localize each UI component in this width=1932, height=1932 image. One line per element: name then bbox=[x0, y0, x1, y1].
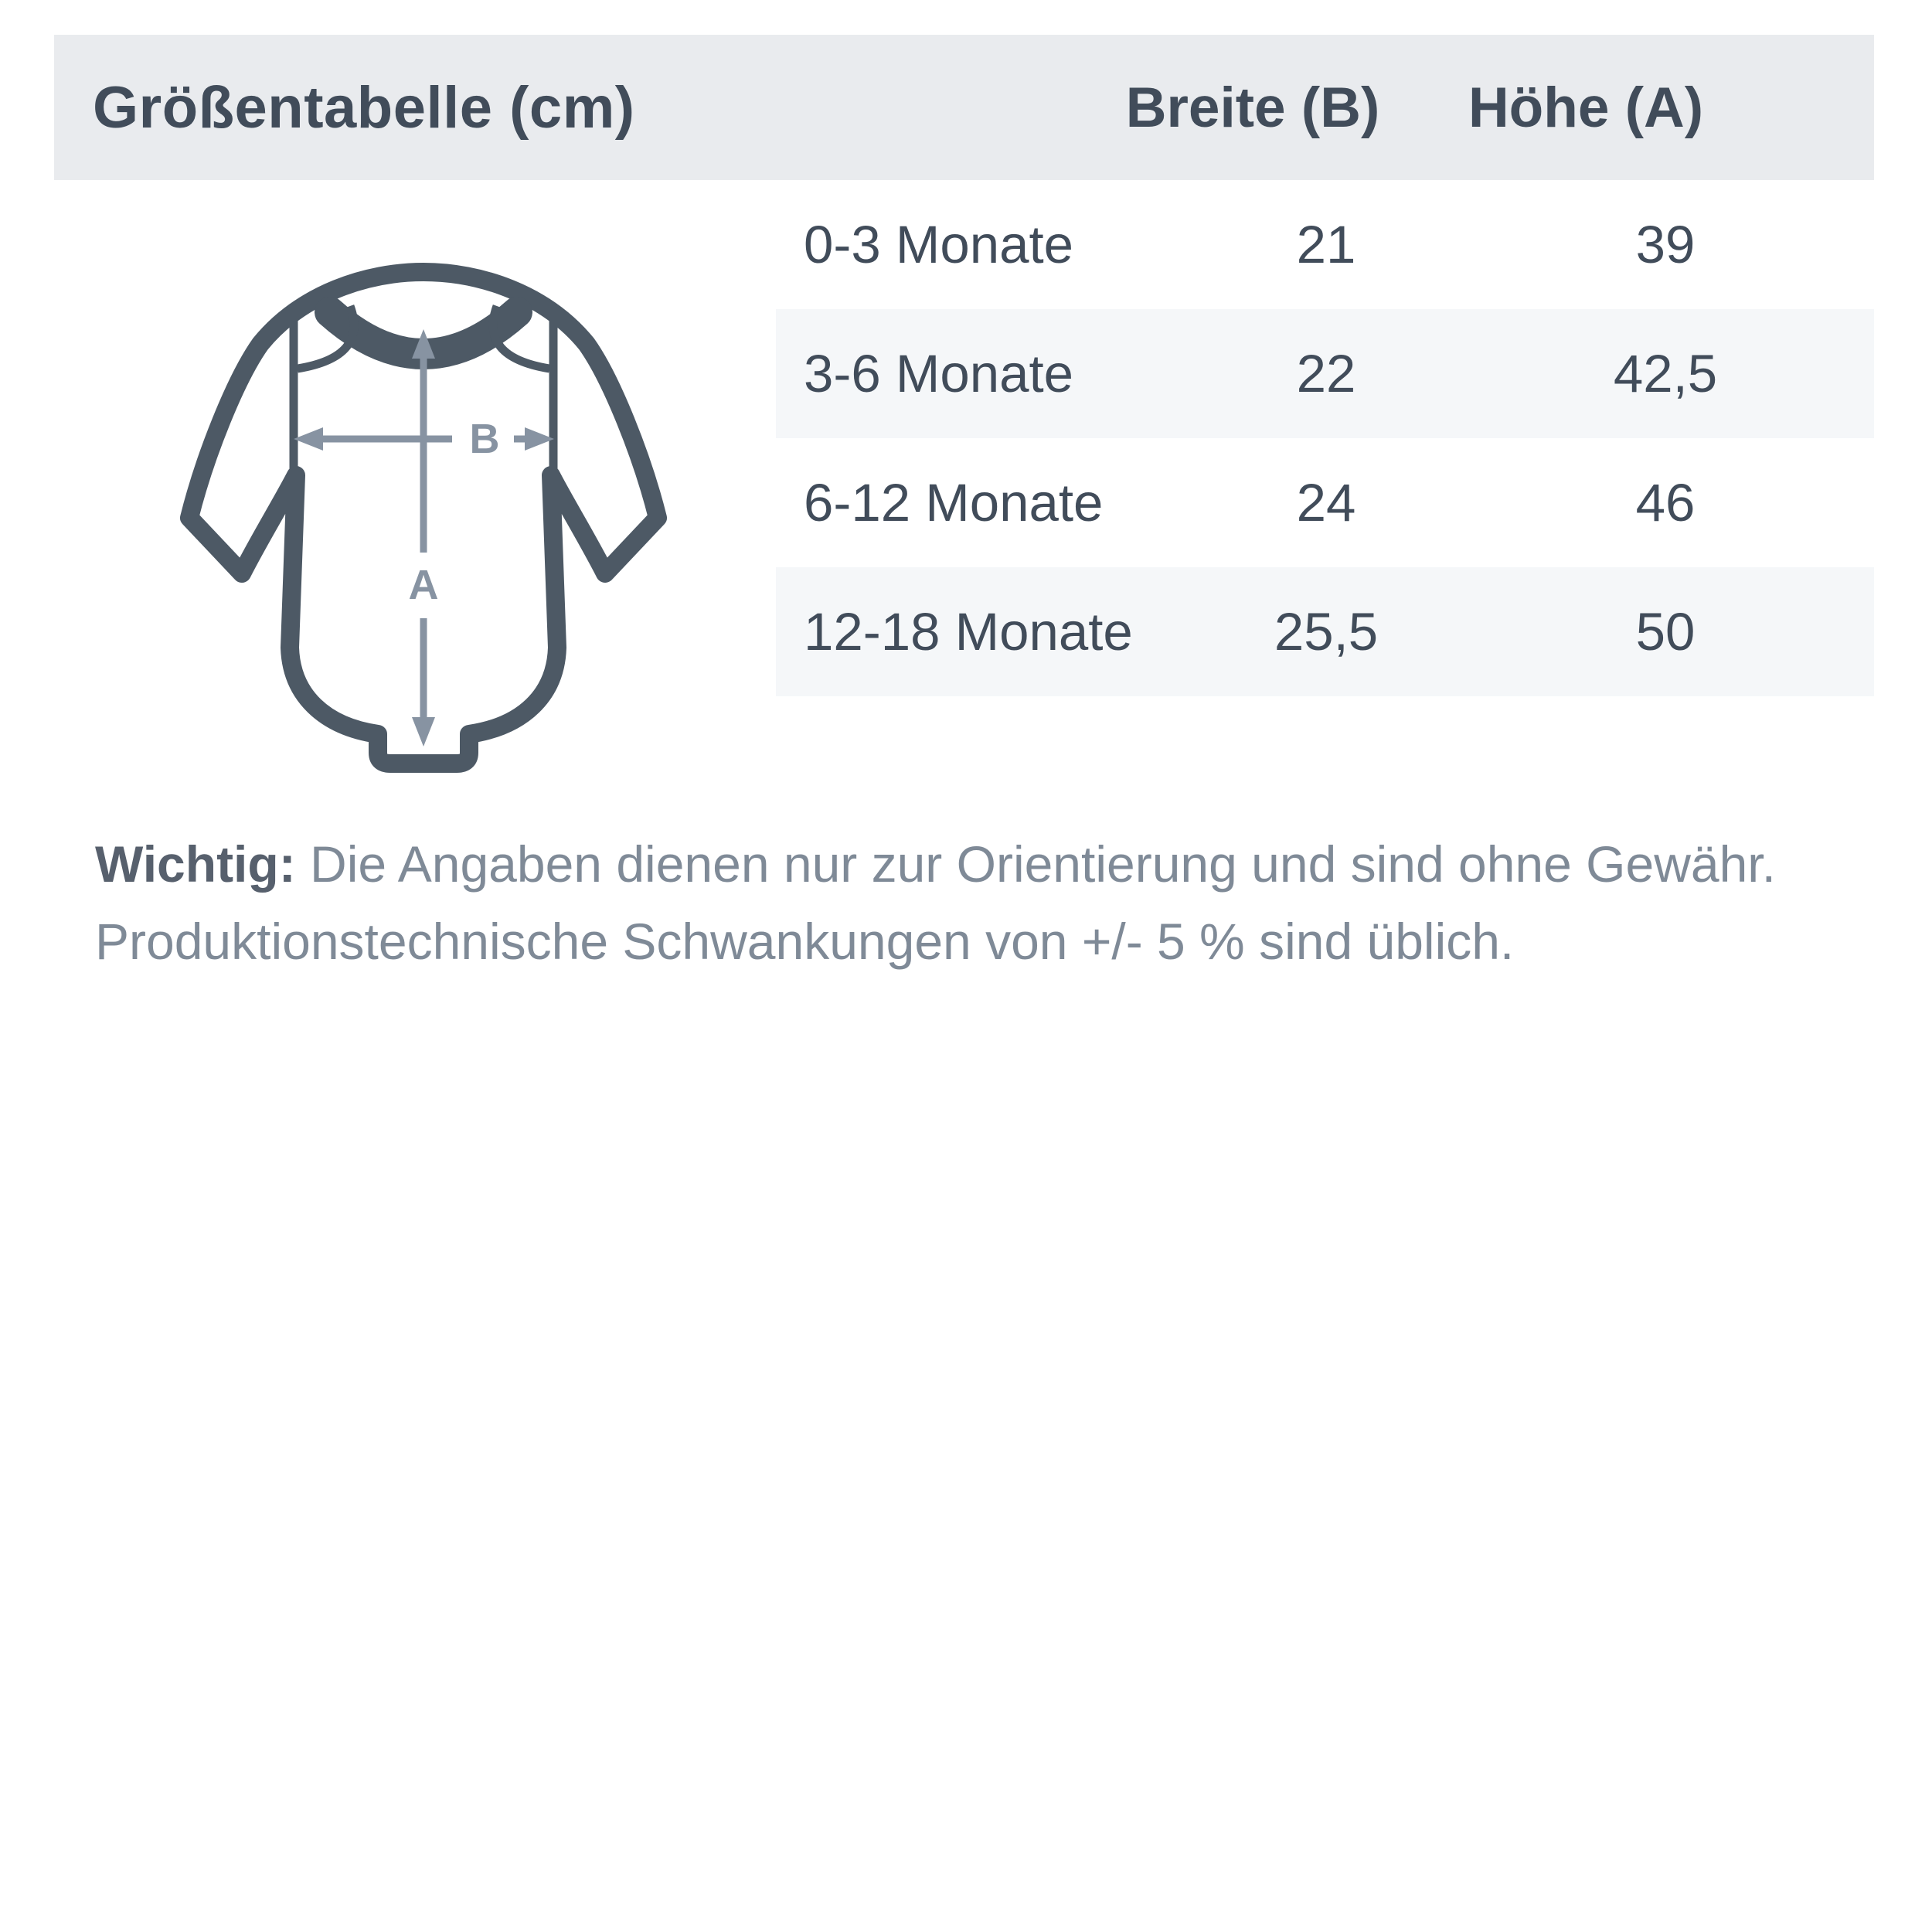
size-row-label: 6-12 Monate bbox=[804, 473, 1104, 532]
size-row-label: 0-3 Monate bbox=[804, 215, 1074, 274]
disclaimer-line-1-text: Die Angaben dienen nur zur Orientierung und sind ohne Gewähr. bbox=[295, 835, 1776, 893]
table-row bbox=[776, 438, 1874, 567]
size-row-width: 22 bbox=[1296, 344, 1356, 403]
size-row-width: 21 bbox=[1296, 215, 1356, 274]
page-title: Größentabelle (cm) bbox=[93, 74, 635, 141]
height-measure-label: A bbox=[408, 562, 439, 608]
table-header-band bbox=[54, 35, 1874, 180]
disclaimer-line-1 bbox=[95, 825, 1857, 903]
disclaimer-line-2: Produktionstechnische Schwankungen von +/- 5 % sind üblich. bbox=[95, 913, 1515, 970]
bodysuit-diagram bbox=[174, 263, 676, 773]
size-row-height: 50 bbox=[1635, 602, 1696, 662]
table-row bbox=[776, 309, 1874, 438]
bodysuit-outline-icon bbox=[174, 263, 676, 773]
size-row-width: 24 bbox=[1296, 473, 1356, 532]
size-row-height: 39 bbox=[1635, 215, 1696, 274]
size-row-height: 46 bbox=[1635, 473, 1696, 532]
size-row-width: 25,5 bbox=[1274, 602, 1379, 662]
disclaimer-note bbox=[95, 825, 1857, 980]
size-row-height: 42,5 bbox=[1613, 344, 1718, 403]
size-row-label: 3-6 Monate bbox=[804, 344, 1074, 403]
table-row bbox=[776, 567, 1874, 696]
size-table bbox=[776, 180, 1874, 696]
column-header-height: Höhe (A) bbox=[1468, 76, 1704, 139]
size-row-label: 12-18 Monate bbox=[804, 602, 1133, 662]
column-header-width: Breite (B) bbox=[1125, 76, 1380, 139]
table-row bbox=[776, 180, 1874, 309]
disclaimer-lead: Wichtig: bbox=[95, 835, 296, 893]
width-measure-label: B bbox=[469, 416, 500, 462]
